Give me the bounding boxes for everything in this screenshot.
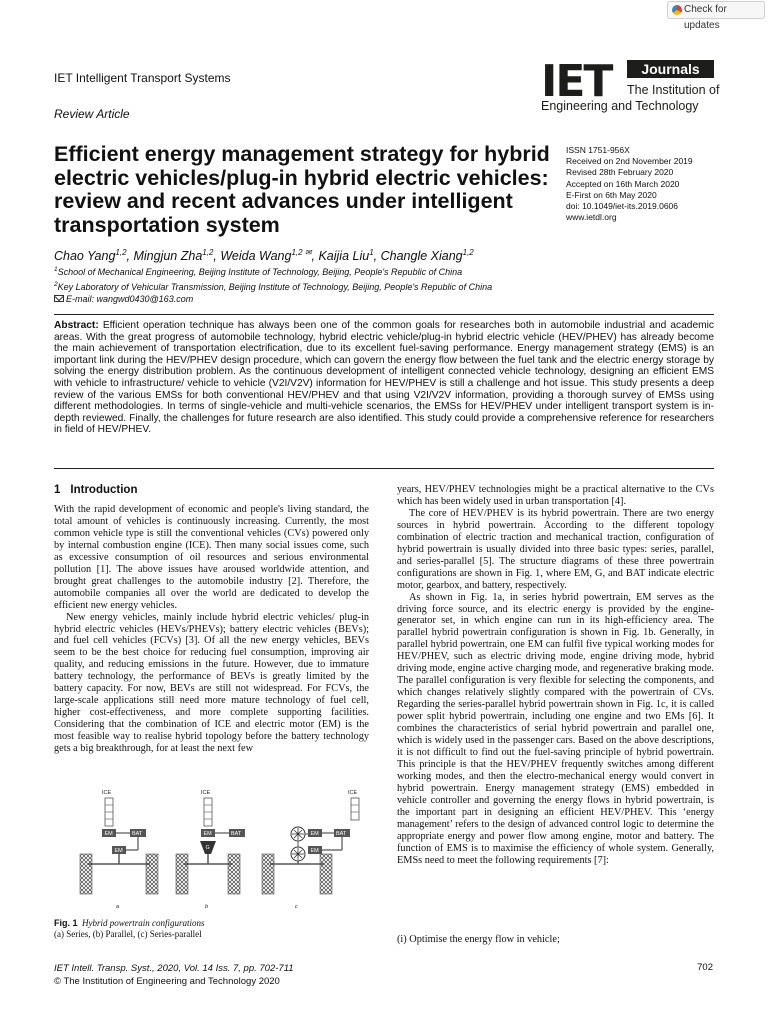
ice-label: ICE xyxy=(102,790,112,796)
article-type: Review Article xyxy=(54,107,130,121)
diagram-series xyxy=(80,790,158,910)
gearbox-label: G xyxy=(205,845,210,851)
author[interactable]: Weida Wang$^{1,2 ✉}$ xyxy=(220,248,312,264)
affiliation-2: $^2$Key Laboratory of Vehicular Transmission, Beijing Institute of Technology, Beijing, People's Republic of China xyxy=(54,281,493,292)
corresponding-email[interactable]: E-mail: wangwd0430@163.com xyxy=(54,294,193,304)
issn: ISSN 1751-956X xyxy=(566,145,630,155)
section-title: Introduction xyxy=(70,484,138,496)
page-number: 702 xyxy=(697,962,713,973)
abstract xyxy=(54,320,714,436)
paragraph: The core of HEV/PHEV is its hybrid powertrain. There are two energy sources in hybrid powertrain. According to the different topology combination of electric traction and mechanical traction, configuration of hybrid powertrain is usually divided into three basic types: series, parallel, and series-parallel [5]. The structure diagrams of these three powertrain configurations are shown in Fig. 1, where EM, G, and BAT indicate electric motor, gearbox, and battery, respectively. xyxy=(397,507,714,591)
author[interactable]: Mingjun Zha$^{1,2}$ xyxy=(133,248,214,264)
author[interactable]: Changle Xiang$^{1,2}$ xyxy=(380,248,474,264)
powertrain-figure xyxy=(76,788,372,914)
abstract-text: Efficient operation technique has always been one of the common goals for researches both in automobile industrial and academic areas. With the great progress of automobile technology, hybrid electric vehicle/plug-in hybrid electric vehicle (HEV/PHEV) has already become the main achievement of transportation electrification, due to its excellent fuel-saving performance. Energy management strategy (EMS) is an important link during the HEV/PHEV design procedure, which can govern the energy flow between the fuel tank and the electric energy storage by solving the energy distribution problem. As the continuous development of intelligent connected vehicle technology, designing an efficient EMS with vehicle to infrastructure/ vehicle to vehicle (V2I/V2V) information for HEV/PHEV is still a challenge and hot issue. This study presents a deep review of the various EMSs for both conventional HEV/PHEV and that using V2I/V2V information, providing a thorough survey of EMSs using different methodologies. In terms of single-vehicle and multi-vehicle scenarios, the EMSs for HEV/PHEV under intelligent transport system is in-depth reviewed. Finally, the challenges for future research are also identified. This study could provide a comprehensive reference for researchers in field of HEV/PHEV. xyxy=(54,320,714,436)
envelope-icon xyxy=(54,295,64,302)
ice-label: ICE xyxy=(201,790,211,796)
doi-link[interactable]: doi: 10.1049/iet-its.2019.0606 xyxy=(566,201,679,212)
institution-line-2: Engineering and Technology xyxy=(541,99,699,113)
diagram-series-parallel xyxy=(262,790,359,910)
bat-label: BAT xyxy=(336,831,347,837)
author[interactable]: Kaijia Liu$^1$ xyxy=(318,248,374,264)
paragraph: With the rapid development of economic and people's living standard, the total amount of vehicles is continuously increasing. Currently, the most common vehicle type is still the conventional vehicles (CVs) powered only by internal combustion engine (ICE). Then many social issues come, such as excessive consumption of oil resources and serious environmental pollution [1]. The above issues have aroused worldwide attention, and brought great challenges to the automobile industry [2]. Therefore, the automobile companies all over the world are dedicated to develop the efficient new energy vehicles. xyxy=(54,504,369,611)
paper-title: Efficient energy management strategy for hybrid electric vehicles/plug-in hybrid electric vehicles: review and recent advances under intelligent transportation system xyxy=(54,142,550,237)
check-for-updates-button[interactable] xyxy=(667,1,765,31)
em-label: EM xyxy=(114,848,123,854)
copyright: © The Institution of Engineering and Technology 2020 xyxy=(54,976,280,987)
panel-label-b: b xyxy=(205,904,209,910)
paragraph: As shown in Fig. 1a, in series hybrid powertrain, EM serves as the driving force source, and its electric energy is provided by the engine-generator set, in which engine can run in its high-efficiency area. The parallel hybrid powertrain configuration is shown in Fig. 1b. Generally, in parallel hybrid powertrain, one EM can fulfil five typical working modes for HEV/PHEV, such as electric driving mode, engine driving mode, hybrid driving mode, engine active charging mode, and regenerative braking mode. The parallel configuration is very flexible for selecting the components, and which changes relatively slightly compared with the powertrain of CVs. Regarding the series-parallel hybrid powertrain shown in Fig. 1c, it is called power split hybrid powertrain, including one engine and two EMs [6]. It combines the characteristics of serial hybrid powertrain and parallel one, which is widely used in the passenger cars. Based on the above descriptions, it is not difficult to find out the fuel-saving principle of hybrid powertrain. This principle is that the HEV/PHEV frequently switches among different working modes, and then the electro-mechanical energy would convert in hybrid powertrain. Energy management strategy (EMS) embedded in vehicle controller and governing the energy flows in hybrid powertrain, is the important part in designing an efficient HEV/PHEV. This ‘energy management’ refers to the design of advanced control logic to determine the appropriate energy and power flow among engine, motor and battery. The function of EMS is to maximise the efficiency of whole system. Generally, EMSs need to meet the following requirements [7]: xyxy=(397,591,714,866)
accepted-date: Accepted on 16th March 2020 xyxy=(566,178,680,189)
abstract-label: Abstract: xyxy=(54,320,99,331)
panel-label-c: c xyxy=(295,904,298,910)
requirement-item: (i) Optimise the energy flow in vehicle; xyxy=(397,934,560,945)
paragraph: years, HEV/PHEV technologies might be a practical alternative to the CVs which has been widely used in urban transportation [4]. xyxy=(397,484,714,507)
figure-title: Hybrid powertrain configurations xyxy=(82,918,205,928)
section-heading xyxy=(54,484,147,496)
footer xyxy=(54,962,294,988)
article-metadata xyxy=(566,145,693,223)
journal-name: IET Intelligent Transport Systems xyxy=(54,71,231,85)
journals-badge: Journals xyxy=(627,60,714,78)
em-label: EM xyxy=(104,831,113,837)
section-number: 1 xyxy=(54,484,61,496)
citation: IET Intell. Transp. Syst., 2020, Vol. 14 Iss. 7, pp. 702-711 xyxy=(54,963,294,974)
revised-date: Revised 28th February 2020 xyxy=(566,167,674,178)
received-date: Received on 2nd November 2019 xyxy=(566,156,693,167)
iet-logo-letters: IET xyxy=(541,56,612,107)
bat-label: BAT xyxy=(132,831,143,837)
divider xyxy=(54,468,714,469)
body-column-left xyxy=(54,504,369,755)
institution-line-1: The Institution of xyxy=(627,83,720,97)
efirst-date: E-First on 6th May 2020 xyxy=(566,189,657,200)
divider xyxy=(54,314,714,315)
affiliation-1: $^1$School of Mechanical Engineering, Beijing Institute of Technology, Beijing, People's Republic of China xyxy=(54,266,463,277)
figure-label: Fig. 1 xyxy=(54,918,78,928)
crossmark-icon xyxy=(672,5,682,15)
em-label: EM xyxy=(310,831,319,837)
iet-logo xyxy=(541,56,720,122)
diagram-parallel xyxy=(176,790,245,910)
author[interactable]: Chao Yang$^{1,2}$ xyxy=(54,248,127,264)
paragraph: New energy vehicles, mainly include hybrid electric vehicles/ plug-in hybrid electric vehicles (HEVs/PHEVs); battery electric vehicles (BEVs); and fuel cell vehicles (FCVs) [3]. Of all the new energy vehicles, BEVs seem to be the best choice for reducing fuel consumption, improving air quality, and reducing emissions in the future. However, due to immature battery technology, the performance of BEVs is greatly limited by the battery capacity. For now, BEVs are still not widespread. For FCVs, the large-scale applications still need more mature technology of fuel cell, higher cost-effectiveness, and more complete supporting facilities. Considering that the combination of ICE and electric motor (EM) is the most feasible way to realise hybrid topology before the battery technology gets a big breakthrough, for at least the next few xyxy=(54,611,369,755)
journal-url-link[interactable]: www.ietdl.org xyxy=(566,212,617,223)
figure-caption xyxy=(54,918,205,940)
check-for-updates-label: Check for updates xyxy=(684,4,727,31)
panel-label-a: a xyxy=(116,904,120,910)
author-list: Chao Yang$^{1,2}$, Mingjun Zha$^{1,2}$, Weida Wang$^{1,2 ✉}$, Kaijia Liu$^1$, Changle Xiang$^{1,2}$ xyxy=(54,248,474,264)
em-label: EM xyxy=(203,831,212,837)
bat-label: BAT xyxy=(231,831,242,837)
ice-label: ICE xyxy=(348,790,358,796)
institution-name xyxy=(541,82,720,114)
em-label: EM xyxy=(310,848,319,854)
figure-subcaption: (a) Series, (b) Parallel, (c) Series-parallel xyxy=(54,929,202,939)
body-column-right xyxy=(397,484,714,867)
